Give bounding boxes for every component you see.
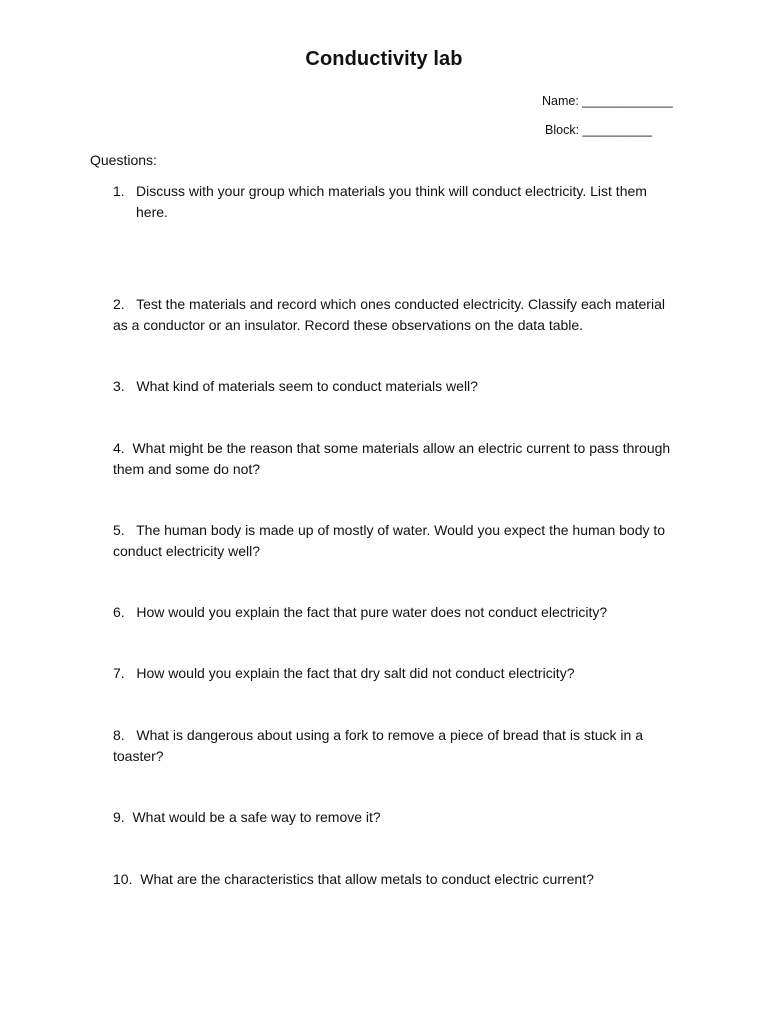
question-text: What is dangerous about using a fork to remove a piece of bread that is stuck in a toaster? xyxy=(113,727,643,764)
question-number: 6. xyxy=(113,604,125,620)
question-number: 2. xyxy=(113,296,125,312)
question-1 xyxy=(113,181,673,222)
question-number: 3. xyxy=(113,378,125,394)
question-6 xyxy=(113,602,673,623)
question-text: What are the characteristics that allow metals to conduct electric current? xyxy=(140,871,594,887)
question-3 xyxy=(113,376,673,397)
question-number: 1. xyxy=(113,183,125,199)
question-number: 8. xyxy=(113,727,125,743)
question-7 xyxy=(113,663,673,684)
question-number: 10. xyxy=(113,871,133,887)
question-text: Test the materials and record which ones conducted electricity. Classify each material as a conductor or an insulator. Record these observations on the data table. xyxy=(113,296,665,333)
question-text: Discuss with your group which materials you think will conduct electricity. List them here. xyxy=(136,183,647,220)
name-field: Name: _____________ xyxy=(542,94,673,108)
question-number: 5. xyxy=(113,522,125,538)
questions-heading: Questions: xyxy=(90,152,157,168)
question-9 xyxy=(113,807,673,828)
question-number: 4. xyxy=(113,440,125,456)
block-field: Block: __________ xyxy=(545,123,653,137)
question-number: 9. xyxy=(113,809,125,825)
question-text: What kind of materials seem to conduct materials well? xyxy=(136,378,478,394)
question-8 xyxy=(113,725,673,766)
question-4 xyxy=(113,438,675,479)
question-text: The human body is made up of mostly of water. Would you expect the human body to conduct electricity well? xyxy=(113,522,666,559)
page-title: Conductivity lab xyxy=(305,48,463,70)
question-text: How would you explain the fact that dry salt did not conduct electricity? xyxy=(136,665,575,681)
question-text: What might be the reason that some materials allow an electric current to pass through them and some do not? xyxy=(113,440,671,477)
question-number: 7. xyxy=(113,665,125,681)
question-text: How would you explain the fact that pure water does not conduct electricity? xyxy=(136,604,608,620)
question-2 xyxy=(113,294,673,335)
question-10 xyxy=(113,869,673,890)
question-5 xyxy=(113,520,673,561)
question-text: What would be a safe way to remove it? xyxy=(132,809,381,825)
